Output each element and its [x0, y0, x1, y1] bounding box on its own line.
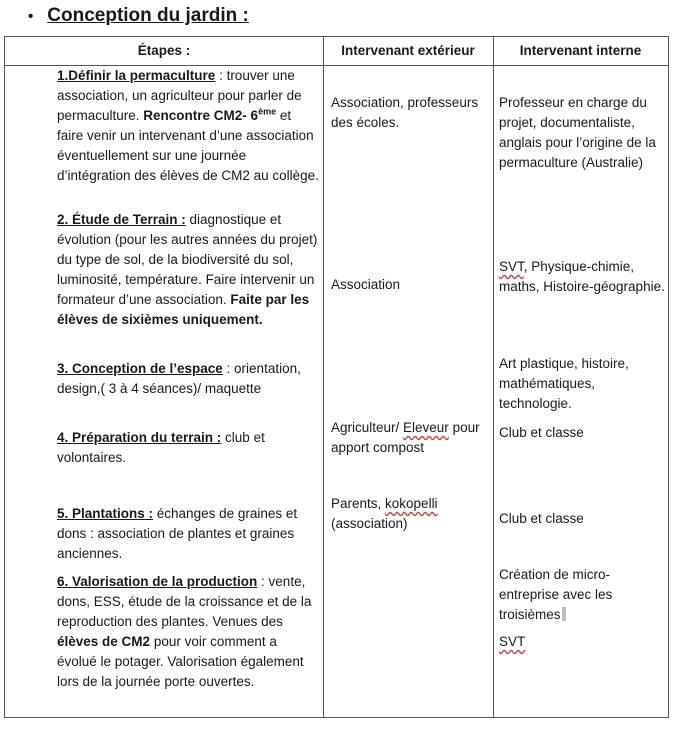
step-title: 1.Définir la permaculture [57, 68, 216, 83]
external-1: Association, professeurs des écoles. [331, 95, 479, 130]
step-title: 2. Étude de Terrain : [57, 212, 186, 227]
internal-5: Club et classe [499, 511, 584, 526]
column-divider [493, 37, 494, 717]
step-title: 4. Préparation du terrain : [57, 430, 222, 445]
column-divider [323, 37, 324, 717]
section-title: Conception du jardin : [47, 5, 249, 26]
step-6: 6. Valorisation de la production : vente, dons, ESS, étude de la croissance et de la reproduction des plantes. Venues des élèves de CM2 pour voir comment a évolué le potager. Valorisation également lors de la journée porte ouvertes. [57, 574, 312, 689]
internal-1: Professeur en charge du projet, documentaliste, anglais pour l’origine de la permaculture (Australie) [499, 95, 656, 170]
step-4: 4. Préparation du terrain : club et volontaires. [57, 430, 265, 465]
step-title: 3. Conception de l’espace [57, 361, 223, 376]
header-external: Intervenant extérieur [341, 43, 475, 58]
internal-3: Art plastique, histoire, mathématiques, technologie. [499, 356, 629, 411]
external-5: Parents, kokopelli (association) [331, 496, 438, 531]
step-3: 3. Conception de l’espace : orientation, design,( 3 à 4 séances)/ maquette [57, 361, 301, 396]
internal-6: Création de micro-entreprise avec les troisièmes [499, 567, 613, 622]
text-cursor-mark [562, 607, 566, 621]
step-title: 5. Plantations : [57, 506, 154, 521]
external-4: Agriculteur/ Eleveur pour apport compost [331, 420, 480, 455]
step-1: 1.Définir la permaculture : trouver une association, un agriculteur pour parler de permaculture. Rencontre CM2- 6ème et faire venir un intervenant d’une association éventuellement sur une journée d’intégration des élèves de CM2 au collège. [57, 68, 319, 183]
section-heading [28, 4, 249, 28]
internal-4: Club et classe [499, 425, 584, 440]
bullet-icon: • [28, 7, 34, 25]
header-internal: Intervenant interne [519, 43, 642, 58]
internal-2: SVT, Physique-chimie, maths, Histoire-géographie. [499, 259, 665, 294]
step-title: 6. Valorisation de la production [57, 574, 258, 589]
internal-6-svt: SVT [499, 634, 526, 649]
garden-design-table [4, 36, 669, 718]
header-steps: Étapes : [137, 43, 191, 58]
external-2: Association [331, 277, 401, 292]
step-5: 5. Plantations : échanges de graines et dons : association de plantes et graines anciennes. [57, 506, 298, 561]
step-2: 2. Étude de Terrain : diagnostique et évolution (pour les autres années du projet) du type de sol, de la biodiversité du sol, luminosité, température. Faire intervenir un formateur d’une association. Faite par les élèves de sixièmes uniquement. [57, 212, 318, 327]
